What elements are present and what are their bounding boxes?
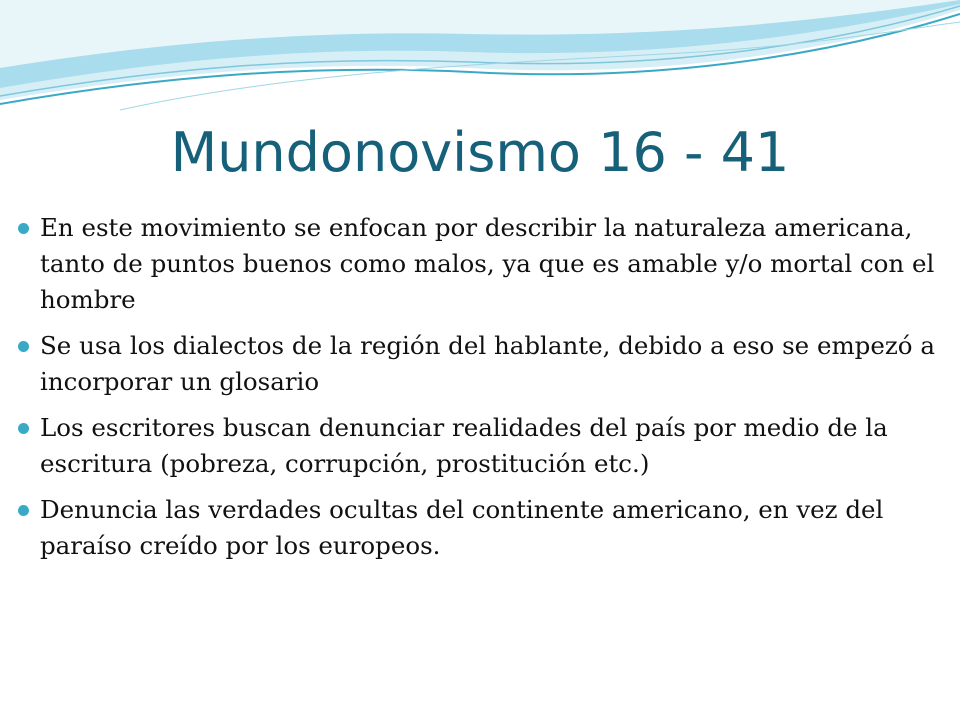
bullet-marker-icon [18, 423, 29, 434]
bullet-text: Se usa los dialectos de la región del hablante, debido a eso se empezó a incorporar un glosario [40, 331, 935, 396]
bullet-item [20, 492, 940, 564]
bullet-item [20, 328, 940, 400]
bullet-text: Denuncia las verdades ocultas del continente americano, en vez del paraíso creído por los europeos. [40, 495, 884, 560]
bullet-list [20, 210, 940, 574]
bullet-item [20, 410, 940, 482]
slide-title: Mundonovismo 16 - 41 [170, 121, 790, 184]
bullet-text: Los escritores buscan denunciar realidades del país por medio de la escritura (pobreza, corrupción, prostitución etc.) [40, 413, 888, 478]
bullet-item [20, 210, 940, 318]
bullet-marker-icon [18, 505, 29, 516]
header-wave-decoration [0, 0, 960, 120]
bullet-marker-icon [18, 341, 29, 352]
bullet-marker-icon [18, 223, 29, 234]
bullet-text: En este movimiento se enfocan por describir la naturaleza americana, tanto de puntos buenos como malos, ya que es amable y/o mortal con el hombre [40, 213, 935, 314]
